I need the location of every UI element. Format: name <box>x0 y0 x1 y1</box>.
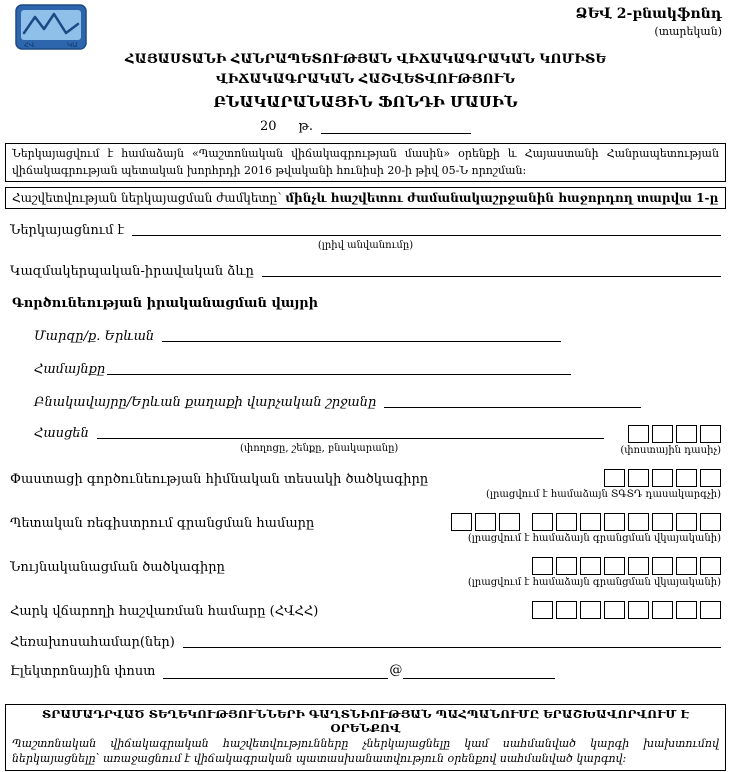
code-cell[interactable] <box>580 557 601 575</box>
settlement-row <box>34 394 721 410</box>
code-cell[interactable] <box>499 513 520 531</box>
code-cell[interactable] <box>676 557 697 575</box>
code-cell[interactable] <box>700 469 721 487</box>
phone-line[interactable] <box>183 634 721 648</box>
code-cell[interactable] <box>676 425 697 443</box>
code-cell[interactable] <box>580 513 601 531</box>
code-cell[interactable] <box>700 425 721 443</box>
code-cell[interactable] <box>676 601 697 619</box>
presented-by-row <box>10 222 721 251</box>
code-cell[interactable] <box>652 469 673 487</box>
registry-number-row <box>10 513 721 544</box>
code-cell[interactable] <box>652 513 673 531</box>
code-cell[interactable] <box>628 601 649 619</box>
id-code-boxes <box>532 557 721 575</box>
activity-code-label: Փաստացի գործունեության հիմնական տեսակի ծածկագիրը <box>10 472 429 487</box>
registry-number-boxes-group2 <box>532 513 721 531</box>
year-write-in-line[interactable] <box>321 120 471 134</box>
id-code-row <box>10 557 721 588</box>
report-type: ՎԻՃԱԿԱԳՐԱԿԱՆ ՀԱՇՎԵՏՎՈՒԹՅՈՒՆ <box>216 72 515 87</box>
registry-number-label: Պետական ռեգիստրում գրանցման համարը <box>10 516 315 531</box>
code-cell[interactable] <box>700 601 721 619</box>
address-hint: (փողոցը, շենքը, բնակարանը) <box>240 443 399 454</box>
activity-code-hint: (լրացվում է համաձայն ՏԳՏԴ դասակարգչի) <box>486 489 721 500</box>
address-row <box>10 425 721 456</box>
settlement-label: Բնակավայրը/Երևան քաղաքի վարչական շրջանը <box>34 395 377 410</box>
code-cell[interactable] <box>604 513 625 531</box>
form-titles <box>5 52 726 134</box>
form-periodicity: (տարեկան) <box>654 25 722 38</box>
email-at-separator: @ <box>389 663 403 678</box>
postal-code-hint: (փոստային դասիչ) <box>620 445 721 456</box>
footer-box <box>5 704 726 771</box>
code-cell[interactable] <box>604 557 625 575</box>
legal-form-row <box>10 263 721 279</box>
deadline-box <box>5 187 726 209</box>
location-section-title: Գործունեության իրականացման վայրի <box>12 296 319 311</box>
address-line[interactable] <box>97 425 604 439</box>
report-subject: ԲՆԱԿԱՐԱՆԱՅԻՆ ՖՈՆԴԻ ՄԱՍԻՆ <box>213 93 518 111</box>
code-cell[interactable] <box>652 557 673 575</box>
legal-form-line[interactable] <box>262 263 721 277</box>
id-code-hint: (լրացվում է համաձայն գրանցման վկայականի) <box>467 577 721 588</box>
tin-label: Հարկ վճարողի հաշվառման համարը (ՀՎՀՀ) <box>10 604 319 619</box>
code-cell[interactable] <box>556 557 577 575</box>
form-header <box>5 4 726 50</box>
code-cell[interactable] <box>676 513 697 531</box>
email-domain-line[interactable] <box>403 665 555 679</box>
marz-label: Մարզը/ք. Երևան <box>34 329 155 344</box>
code-cell[interactable] <box>604 601 625 619</box>
liability-warning: Պաշտոնական վիճակագրական հաշվետվությունները չներկայացնելը կամ սահմանված կարգի խախտումով ներկայացնելը՝ առաջացնում է վիճակագրական պատասխանատվություն օրենքով սահմանված կարգով: <box>12 737 719 766</box>
email-local-line[interactable] <box>163 665 388 679</box>
phone-label: Հեռախոսահամար(ներ) <box>10 635 175 650</box>
code-cell[interactable] <box>652 425 673 443</box>
code-cell[interactable] <box>676 469 697 487</box>
deadline-label: Հաշվետվության ներկայացման ժամկետը՝ <box>12 191 282 205</box>
community-row <box>34 361 721 377</box>
year-label: թ. <box>298 119 313 134</box>
form-code-block <box>576 6 722 38</box>
code-cell[interactable] <box>475 513 496 531</box>
code-cell[interactable] <box>556 601 577 619</box>
code-cell[interactable] <box>451 513 472 531</box>
tin-row <box>10 601 721 619</box>
legal-basis-box: Ներկայացվում է համաձայն «Պաշտոնական վիճակագրության մասին» օրենքի և Հայաստանի Հանրապետության վիճակագրության պետական խորհրդի 2016 թվականի հունիսի 20-ի թիվ 05-Ն որոշման: <box>5 143 726 182</box>
settlement-line[interactable] <box>384 394 641 408</box>
marz-line[interactable] <box>162 328 561 342</box>
postal-code-boxes <box>628 425 721 443</box>
year-row <box>5 119 726 134</box>
presented-by-hint: (լրիվ անվանումը) <box>317 240 414 251</box>
marz-row <box>34 328 721 344</box>
code-cell[interactable] <box>628 557 649 575</box>
tin-boxes <box>532 601 721 619</box>
id-code-label: Նույնականացման ծածկագիրը <box>10 560 225 575</box>
registry-number-boxes-group1 <box>451 513 520 531</box>
code-cell[interactable] <box>628 513 649 531</box>
committee-name: ՀԱՅԱՍՏԱՆԻ ՀԱՆՐԱՊԵՏՈՒԹՅԱՆ ՎԻՃԱԿԱԳՐԱԿԱՆ ԿՈՄԻՏԵ <box>125 52 606 67</box>
community-line[interactable] <box>107 361 571 375</box>
code-cell[interactable] <box>652 601 673 619</box>
code-cell[interactable] <box>628 425 649 443</box>
year-prefix: 20 <box>260 119 277 134</box>
code-cell[interactable] <box>580 601 601 619</box>
code-cell[interactable] <box>532 513 553 531</box>
armstat-logo <box>15 4 87 54</box>
email-row <box>10 663 721 679</box>
activity-code-row <box>10 469 721 500</box>
code-cell[interactable] <box>532 557 553 575</box>
code-cell[interactable] <box>604 469 625 487</box>
form-body <box>5 222 726 679</box>
form-code: ՁԵՎ 2-բնակֆոնդ <box>575 6 722 22</box>
confidentiality-guarantee: ՏՐԱՄԱԴՐՎԱԾ ՏԵՂԵԿՈՒԹՅՈՒՆՆԵՐԻ ԳԱՂՏՆԻՈՒԹՅԱՆ ՊԱՀՊԱՆՈՒՄԸ ԵՐԱՇԽԱՎՈՐՎՈՒՄ Է ՕՐԵՆՔՈՎ <box>41 707 690 736</box>
code-cell[interactable] <box>628 469 649 487</box>
code-cell[interactable] <box>532 601 553 619</box>
deadline-value: մինչև հաշվետու ժամանակաշրջանին հաջորդող տարվա 1-ը <box>285 191 719 205</box>
code-cell[interactable] <box>700 513 721 531</box>
svg-text:ԿԱ: ԿԱ <box>67 41 78 49</box>
email-label: Էլեկտրոնային փոստ <box>10 664 156 679</box>
svg-text:ՀՎ: ՀՎ <box>24 41 35 49</box>
activity-code-boxes <box>604 469 721 487</box>
registry-number-hint: (լրացվում է համաձայն գրանցման վկայականի) <box>467 533 721 544</box>
address-label: Հասցեն <box>34 426 89 441</box>
presented-by-label: Ներկայացնում է <box>10 223 125 238</box>
code-cell[interactable] <box>700 557 721 575</box>
community-label: Համայնքը <box>34 362 106 377</box>
code-cell[interactable] <box>556 513 577 531</box>
legal-form-label: Կազմակերպական-իրավական ձևը <box>10 264 254 279</box>
presented-by-line[interactable] <box>132 222 721 236</box>
phone-row <box>10 634 721 650</box>
